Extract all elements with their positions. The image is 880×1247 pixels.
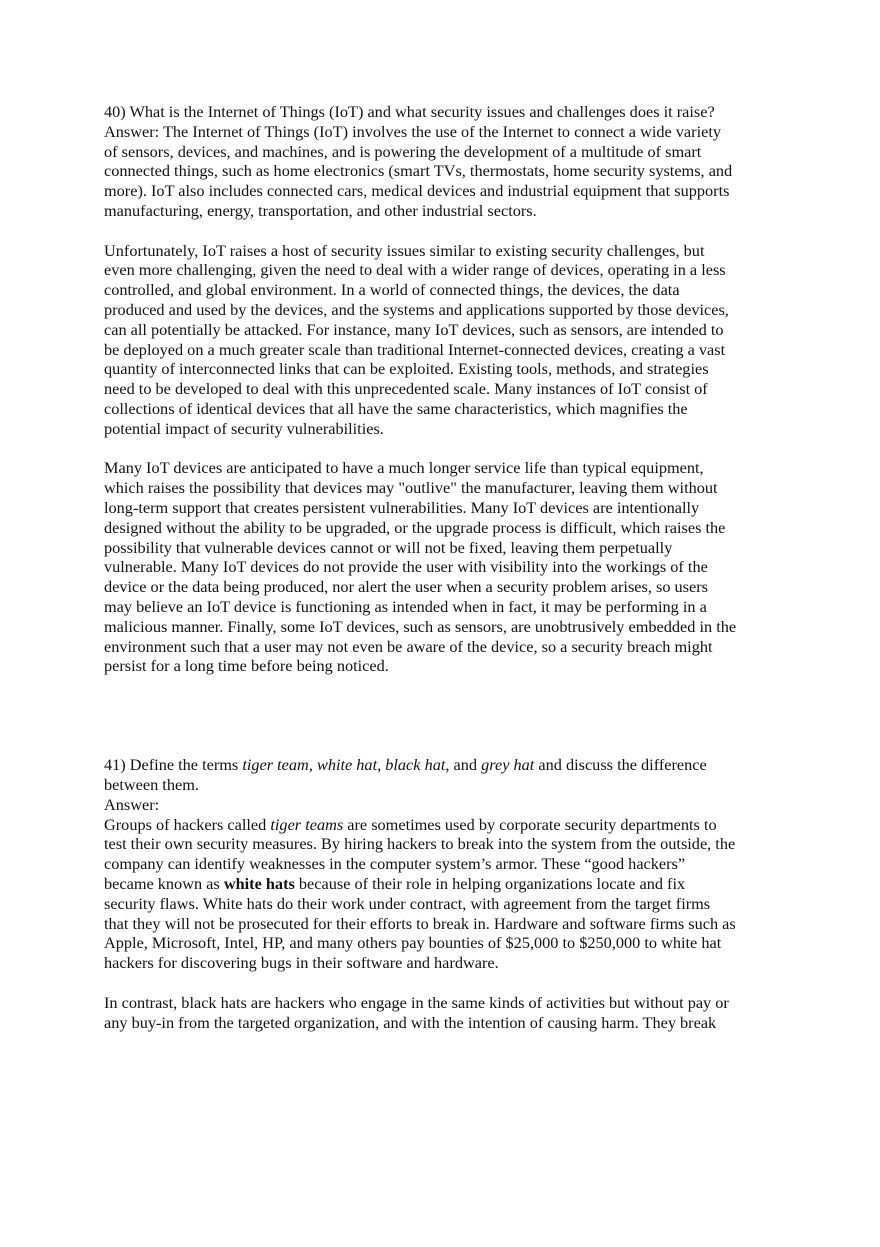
text-fragment: became known as [104, 874, 224, 894]
term-grey-hat: grey hat [481, 755, 535, 775]
paragraph-line: need to be developed to deal with this unprecedented scale. Many instances of IoT consist of [104, 379, 708, 399]
paragraph-line: even more challenging, given the need to deal with a wider range of devices, operating in a less [104, 260, 726, 280]
paragraph-line: security flaws. White hats do their work under contract, with agreement from the target firms [104, 893, 711, 913]
paragraph-line: hackers for discovering bugs in their software and hardware. [104, 953, 499, 973]
paragraph-line: that they will not be prosecuted for their efforts to break in. Hardware and software firms such as [104, 913, 736, 933]
answer-label: Answer: [104, 794, 160, 814]
paragraph-line: In contrast, black hats are hackers who engage in the same kinds of activities but without pay or [104, 992, 729, 1012]
paragraph-line: which raises the possibility that devices may "outlive" the manufacturer, leaving them without [104, 478, 718, 498]
answer-40-line: of sensors, devices, and machines, and is powering the development of a multitude of smart [104, 141, 702, 161]
paragraph-line: malicious manner. Finally, some IoT devices, such as sensors, are unobtrusively embedded in the [104, 616, 737, 636]
paragraph-line: potential impact of security vulnerabilities. [104, 418, 384, 438]
question-41-text [104, 755, 784, 775]
paragraph-line [104, 815, 784, 835]
answer-40-paragraph-2 [104, 241, 784, 439]
question-41 [104, 755, 784, 814]
paragraph-line: Unfortunately, IoT raises a host of security issues similar to existing security challenges, but [104, 240, 705, 260]
paragraph-line: produced and used by the devices, and the systems and applications supported by those devices, [104, 299, 729, 319]
text-fragment: Groups of hackers called [104, 814, 271, 834]
term-tiger-team: tiger team [242, 755, 309, 775]
paragraph-gap [104, 221, 784, 241]
text-fragment: because of their role in helping organizations locate and fix [294, 874, 686, 894]
question-40 [104, 102, 784, 221]
question-text-fragment: and discuss the difference [534, 755, 707, 775]
paragraph-line [104, 874, 784, 894]
section-gap [104, 676, 784, 755]
paragraph-line: persist for a long time before being noticed. [104, 656, 389, 676]
answer-41-paragraph-1 [104, 815, 784, 973]
answer-40-line: connected things, such as home electronics (smart TVs, thermostats, home security systems, and [104, 161, 733, 181]
paragraph-line: designed without the ability to be upgraded, or the upgrade process is difficult, which raises the [104, 517, 726, 537]
paragraph-line: long-term support that creates persistent vulnerabilities. Many IoT devices are intentionally [104, 497, 700, 517]
paragraph-line: environment such that a user may not even be aware of the device, so a security breach might [104, 636, 713, 656]
paragraph-line: be deployed on a much greater scale than traditional Internet-connected devices, creating a vast [104, 339, 726, 359]
paragraph-gap [104, 973, 784, 993]
answer-40-line: more). IoT also includes connected cars, medical devices and industrial equipment that supports [104, 181, 730, 201]
answer-40-line: manufacturing, energy, transportation, and other industrial sectors. [104, 200, 537, 220]
paragraph-line: possibility that vulnerable devices cannot or will not be fixed, leaving them perpetually [104, 537, 673, 557]
term-white-hats: white hats [223, 874, 295, 894]
paragraph-line: collections of identical devices that all have the same characteristics, which magnifies the [104, 398, 688, 418]
question-41-text-continued: between them. [104, 775, 199, 795]
document-page [104, 102, 784, 1032]
paragraph-line: may believe an IoT device is functioning as intended when in fact, it may be performing in a [104, 596, 707, 616]
paragraph-line: device or the data being produced, nor alert the user when a security problem arises, so users [104, 577, 709, 597]
separator: , [308, 755, 317, 775]
question-text-fragment: 41) Define the terms [104, 755, 243, 775]
separator: , [377, 755, 386, 775]
answer-40-line: Answer: The Internet of Things (IoT) involves the use of the Internet to connect a wide variety [104, 121, 721, 141]
paragraph-line: can all potentially be attacked. For instance, many IoT devices, such as sensors, are intended to [104, 319, 724, 339]
answer-40-paragraph-3 [104, 458, 784, 676]
answer-41-paragraph-2 [104, 993, 784, 1033]
separator: , and [445, 755, 482, 775]
term-black-hat: black hat [385, 755, 446, 775]
paragraph-line: company can identify weaknesses in the computer system’s armor. These “good hackers” [104, 854, 686, 874]
term-tiger-teams: tiger teams [270, 814, 344, 834]
paragraph-line: vulnerable. Many IoT devices do not provide the user with visibility into the workings of the [104, 557, 708, 577]
paragraph-line: any buy-in from the targeted organization, and with the intention of causing harm. They break [104, 1012, 717, 1032]
paragraph-line: controlled, and global environment. In a world of connected things, the devices, the data [104, 280, 680, 300]
paragraph-line: quantity of interconnected links that can be exploited. Existing tools, methods, and strategies [104, 359, 709, 379]
text-fragment: are sometimes used by corporate security departments to [343, 814, 717, 834]
term-white-hat: white hat [316, 755, 378, 775]
paragraph-line: Apple, Microsoft, Intel, HP, and many others pay bounties of $25,000 to $250,000 to white hat [104, 933, 722, 953]
paragraph-gap [104, 439, 784, 459]
question-40-text: 40) What is the Internet of Things (IoT) and what security issues and challenges does it raise? [104, 102, 715, 121]
paragraph-line: Many IoT devices are anticipated to have a much longer service life than typical equipment, [104, 458, 704, 478]
paragraph-line: test their own security measures. By hiring hackers to break into the system from the outside, the [104, 834, 736, 854]
